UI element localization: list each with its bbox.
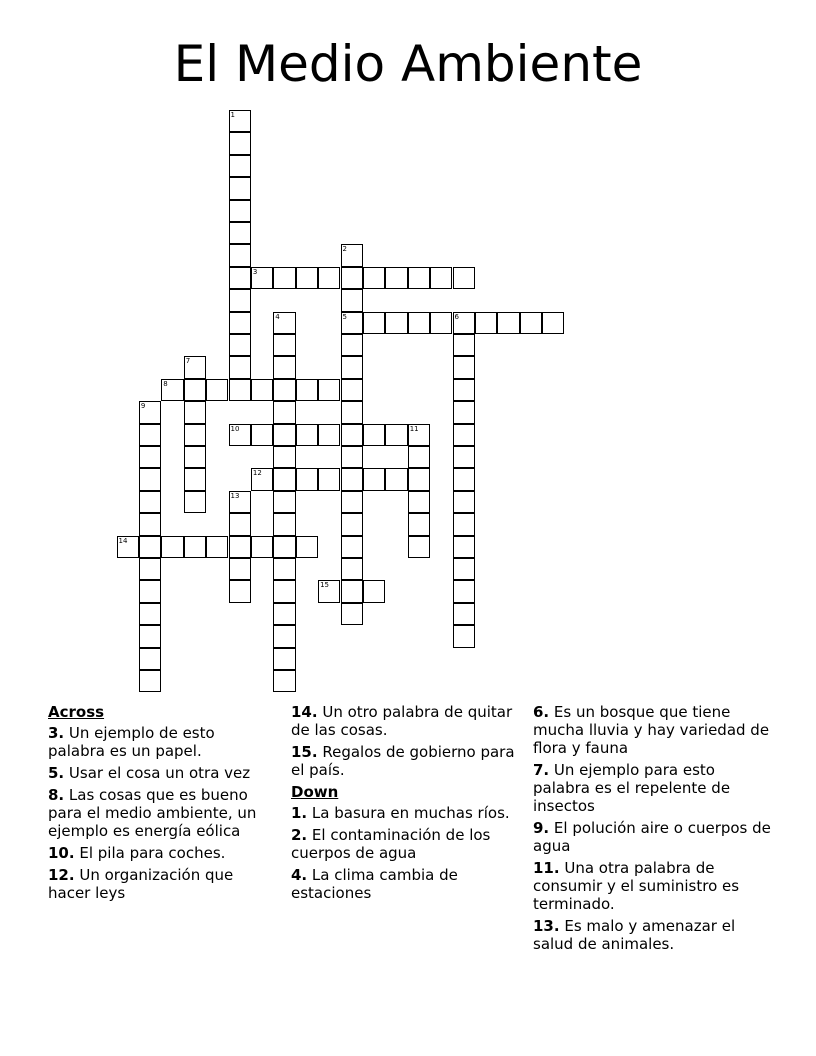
grid-cell[interactable]: [229, 379, 251, 401]
grid-cell[interactable]: [229, 155, 251, 177]
grid-cell[interactable]: [139, 491, 161, 513]
grid-cell[interactable]: [139, 446, 161, 468]
grid-cell[interactable]: [453, 580, 475, 602]
clue-across-15: 15. Regalos de gobierno para el país.: [291, 743, 515, 779]
grid-cell[interactable]: [139, 424, 161, 446]
grid-cell[interactable]: [408, 312, 430, 334]
grid-cell[interactable]: [273, 625, 295, 647]
grid-cell[interactable]: [184, 356, 206, 378]
grid-cell[interactable]: [229, 513, 251, 535]
grid-cell[interactable]: [229, 424, 251, 446]
grid-cell[interactable]: [161, 379, 183, 401]
grid-cell[interactable]: [161, 536, 183, 558]
grid-cell[interactable]: [341, 312, 363, 334]
grid-cell[interactable]: [363, 267, 385, 289]
clue-across-14: 14. Un otro palabra de quitar de las cosas.: [291, 703, 513, 739]
grid-cell[interactable]: [273, 513, 295, 535]
grid-cell[interactable]: [341, 558, 363, 580]
cell-number: 6: [454, 312, 459, 321]
grid-cell[interactable]: [229, 536, 251, 558]
grid-cell[interactable]: [139, 603, 161, 625]
grid-cell[interactable]: [206, 379, 228, 401]
grid-cell[interactable]: [229, 312, 251, 334]
grid-cell[interactable]: [453, 558, 475, 580]
page-title: El Medio Ambiente: [173, 35, 643, 93]
grid-cell[interactable]: [184, 491, 206, 513]
grid-cell[interactable]: [139, 580, 161, 602]
cell-number: 10: [230, 424, 240, 433]
grid-cell[interactable]: [251, 267, 273, 289]
grid-cell[interactable]: [453, 401, 475, 423]
grid-cell[interactable]: [184, 424, 206, 446]
grid-cell[interactable]: [363, 468, 385, 490]
grid-cell[interactable]: [408, 536, 430, 558]
grid-cell[interactable]: [296, 468, 318, 490]
clue-across-8: 8. Las cosas que es bueno para el medio ambiente, un ejemplo es energía eólica: [48, 786, 257, 840]
grid-cell[interactable]: [453, 379, 475, 401]
grid-cell[interactable]: [318, 468, 340, 490]
grid-cell[interactable]: [184, 401, 206, 423]
grid-cell[interactable]: [229, 222, 251, 244]
grid-cell[interactable]: [408, 446, 430, 468]
grid-cell[interactable]: [273, 603, 295, 625]
grid-cell[interactable]: [296, 379, 318, 401]
grid-cell[interactable]: [296, 267, 318, 289]
grid-cell[interactable]: [520, 312, 542, 334]
grid-cell[interactable]: [453, 603, 475, 625]
clue-down-6: 6. Es un bosque que tiene mucha lluvia y hay variedad de flora y fauna: [533, 703, 770, 757]
clue-down-4: 4. La clima cambia de estaciones: [291, 866, 458, 902]
cell-number: 2: [342, 245, 347, 254]
grid-cell[interactable]: [341, 536, 363, 558]
grid-cell[interactable]: [229, 177, 251, 199]
grid-cell[interactable]: [341, 491, 363, 513]
grid-cell[interactable]: [453, 468, 475, 490]
grid-cell[interactable]: [273, 424, 295, 446]
across-heading: Across: [48, 703, 105, 721]
grid-cell[interactable]: [341, 267, 363, 289]
grid-cell[interactable]: [318, 424, 340, 446]
grid-cell[interactable]: [229, 289, 251, 311]
grid-cell[interactable]: [273, 491, 295, 513]
grid-cell[interactable]: [251, 468, 273, 490]
grid-cell[interactable]: [430, 312, 452, 334]
clue-down-11: 11. Una otra palabra de consumir y el suministro es terminado.: [533, 859, 740, 913]
grid-cell[interactable]: [408, 267, 430, 289]
grid-cell[interactable]: [385, 267, 407, 289]
grid-cell[interactable]: [408, 424, 430, 446]
cell-number: 3: [252, 267, 258, 276]
clue-down-7: 7. Un ejemplo para esto palabra es el repelente de insectos: [533, 761, 731, 815]
grid-cell[interactable]: [139, 625, 161, 647]
grid-cell[interactable]: [229, 356, 251, 378]
cell-number: 5: [342, 312, 347, 321]
grid-cell[interactable]: [184, 379, 206, 401]
grid-cell[interactable]: [341, 244, 363, 266]
clue-column-1: [48, 703, 273, 906]
grid-cell[interactable]: [385, 424, 407, 446]
grid-cell[interactable]: [497, 312, 519, 334]
clue-across-12: 12. Un organización que hacer leys: [48, 866, 234, 902]
grid-cell[interactable]: [251, 379, 273, 401]
cell-number: 1: [230, 111, 235, 119]
clue-across-10: 10. El pila para coches.: [48, 844, 226, 862]
cell-number: 4: [275, 312, 280, 321]
grid-cell[interactable]: [385, 312, 407, 334]
grid-cell[interactable]: [453, 536, 475, 558]
grid-cell[interactable]: [408, 513, 430, 535]
grid-cell[interactable]: [453, 267, 475, 289]
grid-cell[interactable]: [341, 379, 363, 401]
grid-cell[interactable]: [341, 603, 363, 625]
grid-cell[interactable]: [453, 491, 475, 513]
grid-cell[interactable]: [341, 468, 363, 490]
grid-cell[interactable]: [273, 670, 295, 692]
clue-across-5: 5. Usar el cosa un otra vez: [48, 764, 251, 782]
clue-down-13: 13. Es malo y amenazar el salud de animales.: [533, 917, 736, 953]
grid-cell[interactable]: [341, 424, 363, 446]
grid-cell[interactable]: [273, 356, 295, 378]
grid-cell[interactable]: [363, 580, 385, 602]
grid-cell[interactable]: [139, 513, 161, 535]
grid-cell[interactable]: [273, 267, 295, 289]
grid-cell[interactable]: [453, 334, 475, 356]
clue-column-2: [291, 703, 516, 906]
clue-down-9: 9. El polución aire o cuerpos de agua: [533, 819, 771, 855]
grid-cell[interactable]: [139, 468, 161, 490]
grid-cell[interactable]: [341, 401, 363, 423]
grid-cell[interactable]: [229, 334, 251, 356]
grid-cell[interactable]: [273, 536, 295, 558]
grid-cell[interactable]: [184, 468, 206, 490]
grid-cell[interactable]: [385, 468, 407, 490]
grid-cell[interactable]: [296, 536, 318, 558]
grid-cell[interactable]: [229, 132, 251, 154]
grid-cell[interactable]: [453, 424, 475, 446]
grid-cell[interactable]: [341, 446, 363, 468]
cell-number: 14: [118, 536, 128, 545]
grid-cell[interactable]: [273, 334, 295, 356]
grid-cell[interactable]: [453, 625, 475, 647]
grid-cell[interactable]: [206, 536, 228, 558]
grid-cell[interactable]: [273, 446, 295, 468]
grid-cell[interactable]: [341, 289, 363, 311]
grid-cell[interactable]: [229, 267, 251, 289]
grid-cell[interactable]: [273, 580, 295, 602]
grid-cell[interactable]: [229, 110, 251, 132]
grid-cell[interactable]: [251, 424, 273, 446]
grid-cell[interactable]: [273, 401, 295, 423]
grid-cell[interactable]: [229, 244, 251, 266]
grid-cell[interactable]: [318, 580, 340, 602]
grid-cell[interactable]: [341, 580, 363, 602]
cell-number: 9: [140, 402, 146, 411]
grid-cell[interactable]: [408, 491, 430, 513]
grid-cell[interactable]: [363, 424, 385, 446]
grid-cell[interactable]: [139, 536, 161, 558]
cell-number: 12: [252, 469, 262, 478]
grid-cell[interactable]: [229, 200, 251, 222]
grid-cell[interactable]: [139, 670, 161, 692]
grid-cell[interactable]: [229, 558, 251, 580]
grid-cell[interactable]: [475, 312, 497, 334]
cell-number: 7: [185, 357, 191, 366]
grid-cell[interactable]: [341, 356, 363, 378]
grid-cell[interactable]: [453, 356, 475, 378]
grid-cell[interactable]: [229, 491, 251, 513]
grid-cell[interactable]: [184, 446, 206, 468]
grid-cell[interactable]: [453, 312, 475, 334]
clue-down-1: 1. La basura en muchas ríos.: [291, 804, 510, 822]
clue-column-3: [533, 703, 773, 957]
grid-cell[interactable]: [273, 312, 295, 334]
grid-cell[interactable]: [430, 267, 452, 289]
grid-cell[interactable]: [273, 558, 295, 580]
grid-cell[interactable]: [453, 446, 475, 468]
grid-cell[interactable]: [273, 468, 295, 490]
grid-cell[interactable]: [318, 379, 340, 401]
cell-number: 11: [409, 424, 419, 433]
cell-number: 13: [230, 491, 240, 500]
grid-cell[interactable]: [296, 424, 318, 446]
grid-cell[interactable]: [408, 468, 430, 490]
grid-cell[interactable]: [251, 536, 273, 558]
grid-cell[interactable]: [453, 513, 475, 535]
grid-cell[interactable]: [184, 536, 206, 558]
clue-across-3: 3. Un ejemplo de esto palabra es un papel.: [48, 724, 215, 760]
clue-down-2: 2. El contaminación de los cuerpos de agua: [291, 826, 491, 862]
grid-cell[interactable]: [542, 312, 564, 334]
grid-cell[interactable]: [139, 401, 161, 423]
grid-cell[interactable]: [117, 536, 139, 558]
down-heading: Down: [291, 783, 339, 801]
grid-cell[interactable]: [139, 558, 161, 580]
grid-cell[interactable]: [341, 334, 363, 356]
grid-cell[interactable]: [273, 648, 295, 670]
cell-number: 15: [320, 581, 330, 590]
grid-cell[interactable]: [139, 648, 161, 670]
grid-cell[interactable]: [273, 379, 295, 401]
grid-cell[interactable]: [363, 312, 385, 334]
grid-cell[interactable]: [318, 267, 340, 289]
grid-cell[interactable]: [341, 513, 363, 535]
grid-cell[interactable]: [229, 580, 251, 602]
cell-number: 8: [163, 379, 168, 388]
